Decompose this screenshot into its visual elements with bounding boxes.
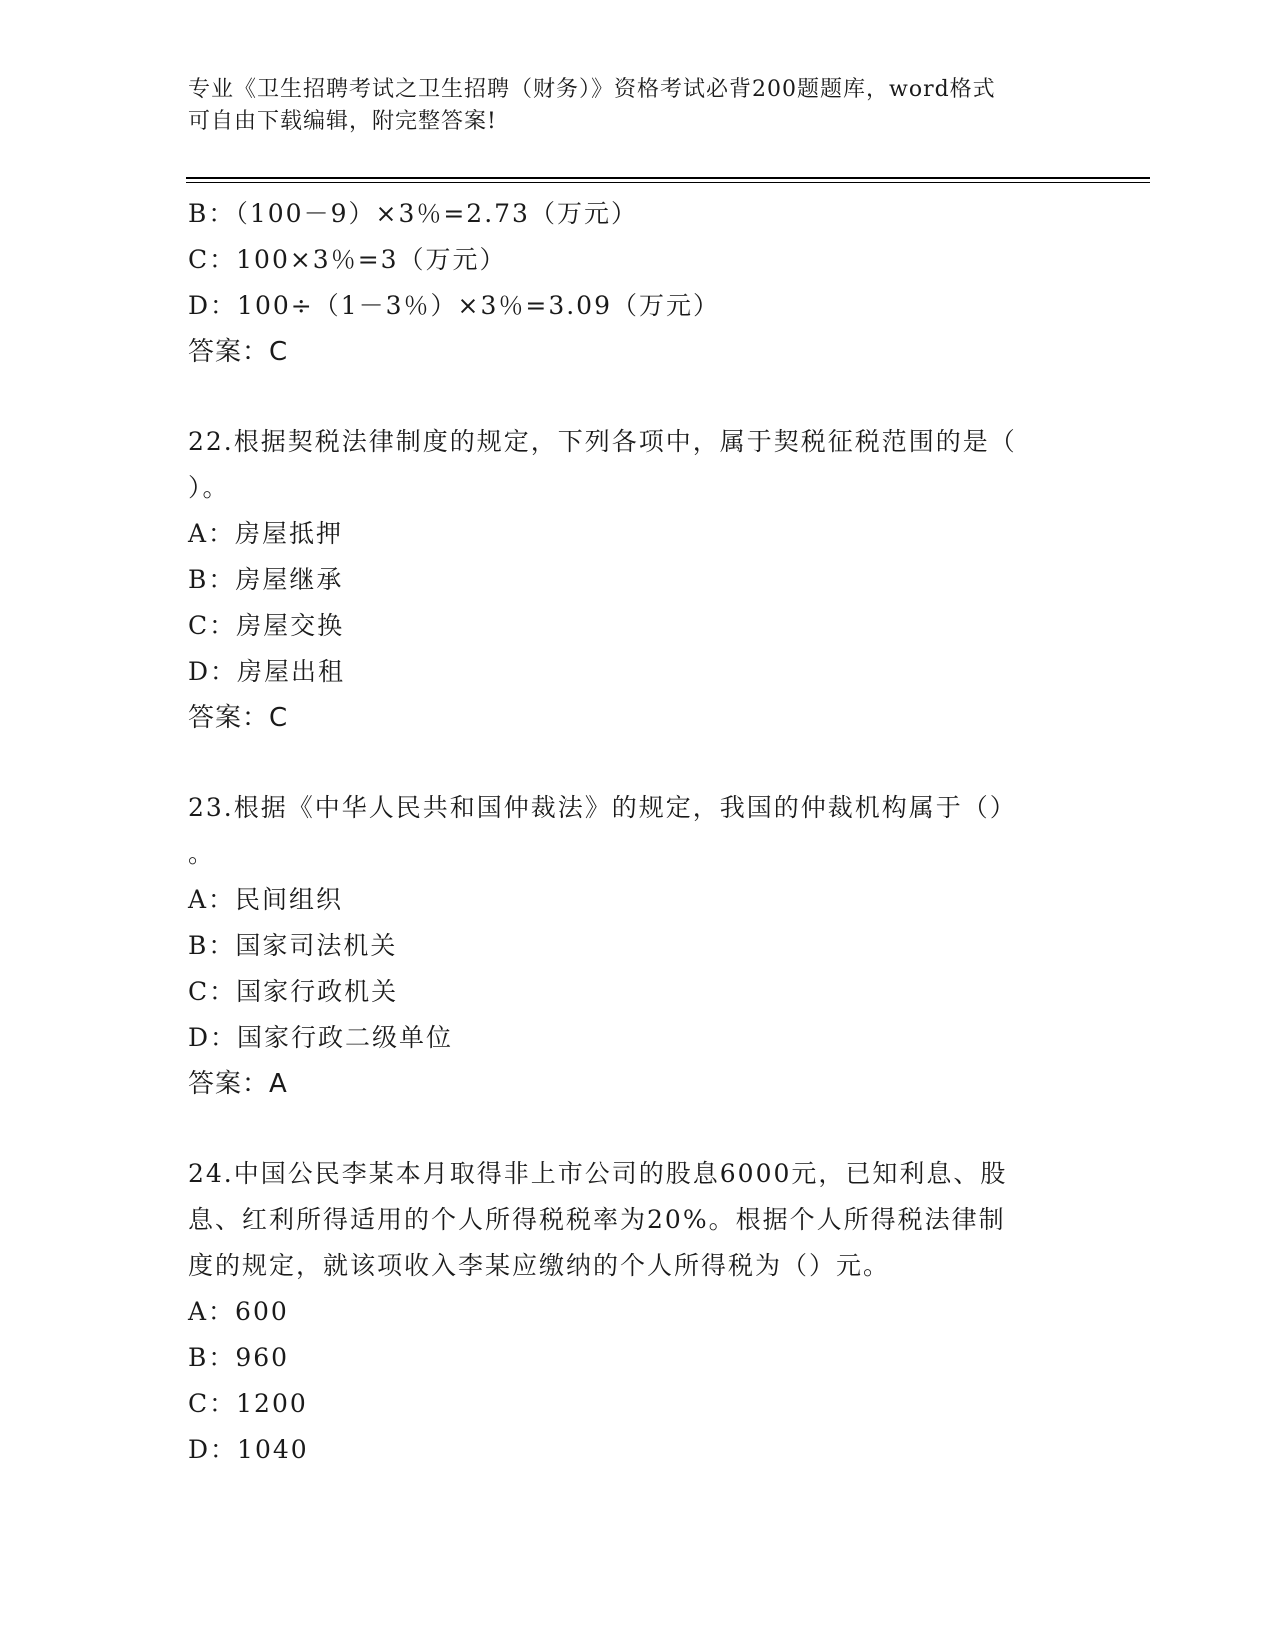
document-header — [188, 74, 1068, 138]
header-line-2: 可自由下载编辑，附完整答案! — [188, 109, 497, 134]
question-text: 22.根据契税法律制度的规定，下列各项中，属于契税征税范围的是（ — [188, 427, 1017, 456]
answer: 答案：C — [188, 703, 289, 733]
option-b: B：（100－9）×3％=2.73（万元） — [188, 199, 638, 228]
option-d: D：国家行政二级单位 — [188, 1023, 454, 1052]
question-text-cont: ）。 — [188, 473, 230, 502]
option-b: B：960 — [188, 1343, 290, 1372]
header-line-1: 专业《卫生招聘考试之卫生招聘（财务）》资格考试必背200题题库，word格式 — [188, 77, 996, 102]
question-22 — [188, 419, 1068, 741]
option-c: C：房屋交换 — [188, 611, 345, 640]
question-23 — [188, 785, 1068, 1107]
question-text-cont: 息、红利所得适用的个人所得税税率为20%。根据个人所得税法律制 — [188, 1205, 1006, 1234]
question-text: 23.根据《中华人民共和国仲裁法》的规定，我国的仲裁机构属于（） — [188, 793, 1017, 822]
option-c: C：100×3％=3（万元） — [188, 245, 507, 274]
answer: 答案：C — [188, 337, 289, 367]
question-list — [188, 191, 1068, 1473]
question-text-cont: 。 — [188, 839, 216, 868]
answer: 答案：A — [188, 1069, 288, 1099]
header-divider-thick — [186, 177, 1150, 179]
option-a: A：民间组织 — [188, 885, 344, 914]
option-a: A：600 — [188, 1297, 289, 1326]
option-b: B：国家司法机关 — [188, 931, 398, 960]
option-c: C：国家行政机关 — [188, 977, 399, 1006]
question-21 — [188, 191, 1068, 375]
option-c: C：1200 — [188, 1389, 308, 1418]
question-text-cont: 度的规定，就该项收入李某应缴纳的个人所得税为（）元。 — [188, 1251, 891, 1280]
header-divider-thin — [186, 182, 1150, 183]
option-d: D：100÷（1－3％）×3％=3.09（万元） — [188, 291, 720, 320]
option-a: A：房屋抵押 — [188, 519, 344, 548]
option-d: D：1040 — [188, 1435, 309, 1464]
option-b: B：房屋继承 — [188, 565, 344, 594]
question-text: 24.中国公民李某本月取得非上市公司的股息6000元，已知利息、股 — [188, 1159, 1008, 1188]
option-d: D：房屋出租 — [188, 657, 346, 686]
question-24 — [188, 1151, 1068, 1473]
